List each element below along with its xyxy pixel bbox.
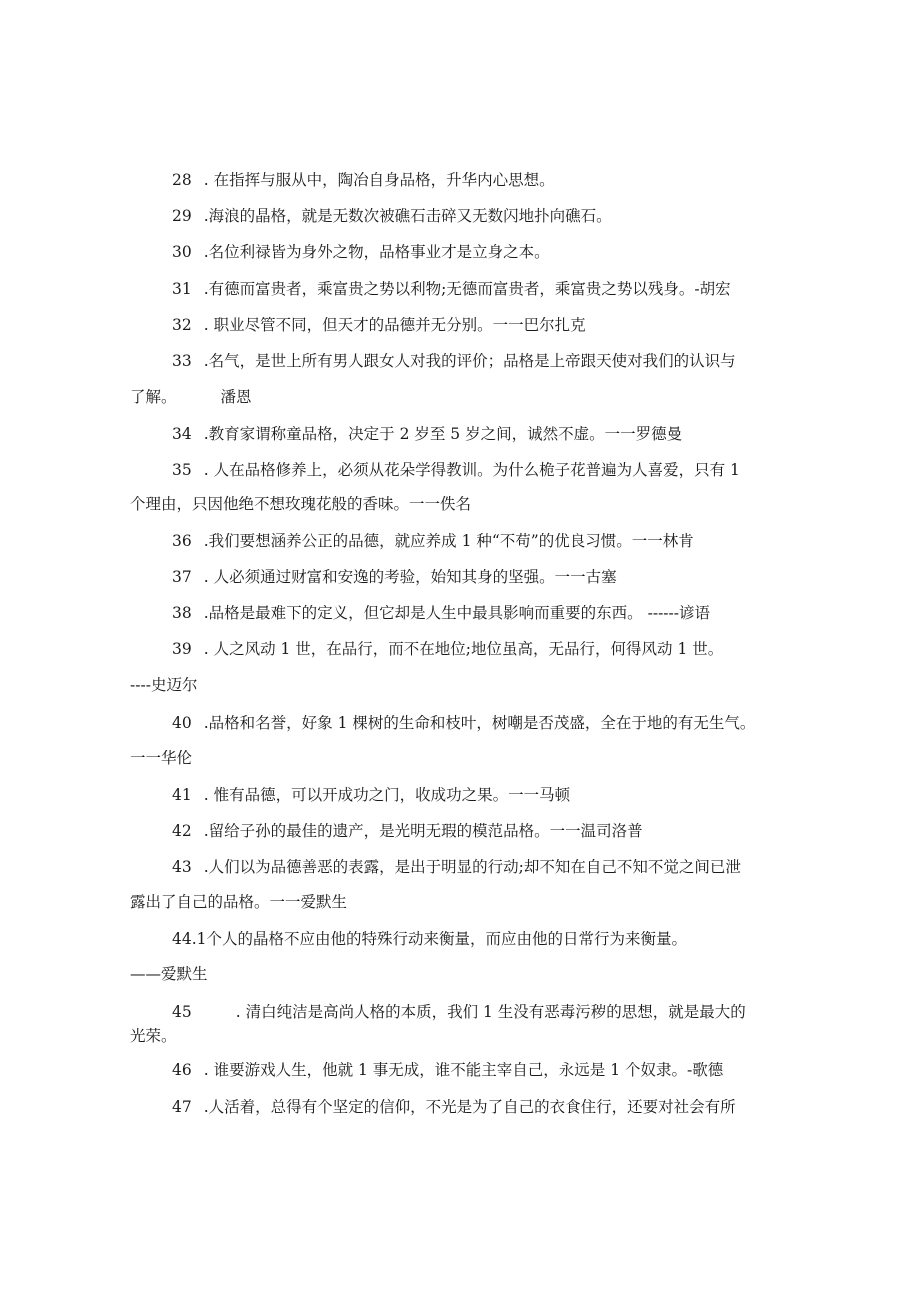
quote-text: 个人的晶格不应由他的特殊行动来衡量，而应由他的日常行为来衡量。 [206,930,688,948]
quote-text: .有德而富贵者，乘富贵之势以利物;无德而富贵者，乘富贵之势以残身。-胡宏 [203,280,731,298]
quote-author: 潘恩 [220,388,252,406]
quote-31 [172,279,800,299]
quote-text-continued: 露出了自己的品格。一一爱默生 [130,893,348,911]
quote-37 [172,567,800,587]
quote-number: 29 [172,207,192,225]
quote-number: 46 [172,1061,192,1079]
quote-text-continued: 个理由，只因他绝不想玫瑰花般的香味。一一佚名 [130,495,472,513]
quote-29 [172,206,800,226]
quote-35 [172,460,800,480]
quote-32 [172,315,800,335]
quote-number: 42 [172,822,192,840]
quote-text: .名位利禄皆为身外之物，品格事业才是立身之本。 [203,243,550,261]
quote-number: 32 [172,316,192,334]
quote-text: . 人在品格修养上，必须从花朵学得教训。为什么桅子花普遍为人喜爱，只有 1 [203,461,740,479]
quote-44-continuation [130,964,800,984]
quote-number: 44.1 [172,930,207,948]
quote-author: ----史迈尔 [130,676,198,694]
quote-text: .我们要想涵养公正的品德，就应养成 1 种“不苟”的优良习惯。一一林肯 [203,532,694,550]
quote-41 [172,785,800,805]
quote-text: . 职业尽管不同，但天才的品德并无分别。一一巴尔扎克 [203,316,586,334]
quote-text: .品格是最难下的定义，但它却是人生中最具影响而重要的东西。 ------谚语 [203,604,711,622]
quote-number: 47 [172,1098,192,1116]
quote-33 [172,351,800,371]
quote-40 [172,713,800,733]
quote-number: 39 [172,640,192,658]
quote-number: 31 [172,280,192,298]
quote-text: . 清白纯洁是高尚人格的本质，我们 1 生没有恶毒污秽的思想，就是最大的 [235,1003,746,1021]
quote-number: 37 [172,568,192,586]
quote-text: .人们以为品德善恶的表露，是出于明显的行动;却不知在自己不知不觉之间已泄 [203,858,741,876]
quote-text: . 在指挥与服从中，陶冶自身品格，升华内心思想。 [203,171,555,189]
quote-43 [172,857,800,877]
quote-40-continuation [130,748,800,768]
quote-number: 30 [172,243,192,261]
quote-number: 38 [172,604,192,622]
quote-43-continuation [130,892,800,912]
quote-47 [172,1097,800,1117]
quote-39 [172,639,800,659]
quote-number: 33 [172,352,192,370]
quote-author: 一一华伦 [130,749,193,767]
quote-number: 36 [172,532,192,550]
quote-text: . 人必须通过财富和安逸的考验，始知其身的坚强。一一古塞 [203,568,617,586]
quote-number: 28 [172,171,192,189]
quote-text: . 谁要游戏人生，他就 1 事无成，谁不能主宰自己，永远是 1 个奴隶。-歌德 [203,1061,724,1079]
quote-number: 35 [172,461,192,479]
quote-text: .教育家谓称童品格，决定于 2 岁至 5 岁之间，诚然不虚。一一罗德曼 [203,425,683,443]
quote-28 [172,170,800,190]
quote-text: . 人之风动 1 世，在品行，而不在地位;地位虽高，无品行，何得风动 1 世。 [203,640,724,658]
quote-text-continued: 光荣。 [130,1027,177,1045]
quote-number: 41 [172,786,192,804]
quote-text: . 惟有品德，可以开成功之门，收成功之果。一一马顿 [203,786,571,804]
quote-text: .名气，是世上所有男人跟女人对我的评价；品格是上帝跟天使对我们的认识与 [203,352,736,370]
quote-39-continuation [130,675,800,695]
quote-45 [172,1002,800,1022]
quote-text: .品格和名誉，好象 1 棵树的生命和枝叶，树嘲是否茂盛，全在于地的有无生气。 [203,714,756,732]
quote-35-continuation [130,494,800,514]
quote-30 [172,242,800,262]
quote-36 [172,531,800,551]
quote-number: 43 [172,858,192,876]
quote-number: 34 [172,425,192,443]
quote-number: 40 [172,714,192,732]
quote-45-continuation [130,1026,800,1046]
quote-number: 45 [172,1003,192,1021]
quote-42 [172,821,800,841]
quote-38 [172,603,800,623]
quote-34 [172,424,800,444]
quote-text-continued: 了解。 [130,388,177,406]
quote-text: .海浪的晶格，就是无数次被礁石击碎又无数闪地扑向礁石。 [203,207,612,225]
quote-author: ——爱默生 [130,965,208,983]
quote-text: .留给子孙的最佳的遗产，是光明无瑕的模范品格。一一温司洛普 [203,822,643,840]
quote-44 [172,929,800,949]
quote-33-continuation [130,387,800,407]
quote-text: .人活着，总得有个坚定的信仰，不光是为了自己的衣食住行，还要对社会有所 [203,1098,736,1116]
quote-46 [172,1060,800,1080]
